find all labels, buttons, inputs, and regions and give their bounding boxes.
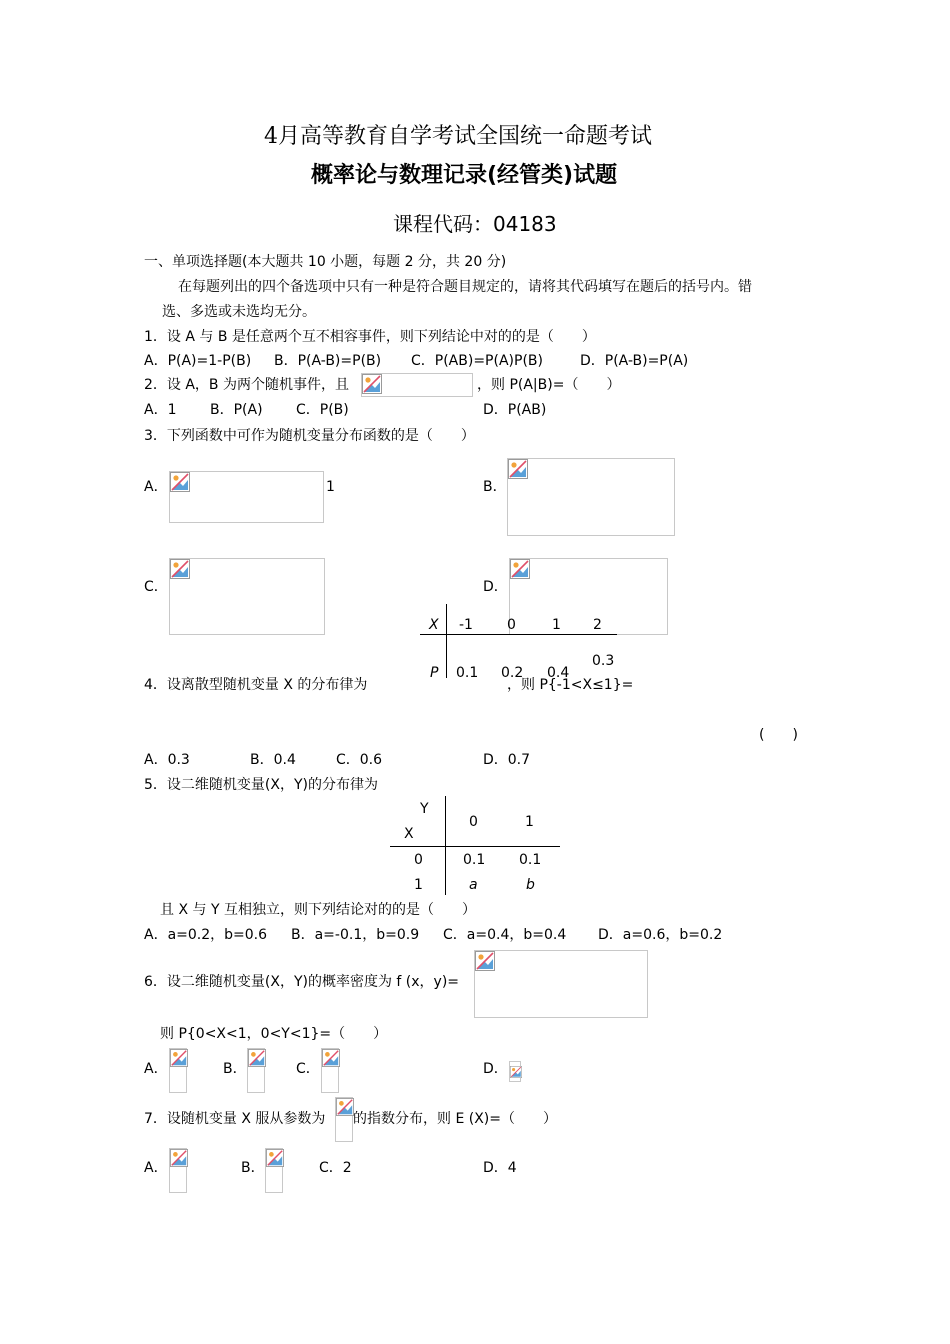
q3-option-c-image bbox=[169, 558, 325, 635]
q4-table-vline bbox=[446, 604, 447, 678]
q5-option-a: A．a=0.2，b=0.6 bbox=[144, 927, 268, 943]
q4-stem-post: ，则 P{-1<X≤1}= bbox=[507, 677, 634, 693]
q7-option-b-image bbox=[265, 1148, 283, 1193]
broken-image-icon bbox=[170, 472, 190, 492]
q2-stem-post: ，则 P(A|B)=（ ） bbox=[477, 377, 621, 393]
q1-option-c: C．P(AB)=P(A)P(B) bbox=[411, 353, 543, 369]
q6-option-a: A． bbox=[144, 1061, 168, 1077]
broken-image-icon bbox=[170, 1149, 188, 1167]
q5-table-cell-1-0: a bbox=[469, 877, 478, 893]
q6-option-d-image bbox=[509, 1061, 521, 1082]
q4-table-x-2: 0 bbox=[507, 617, 516, 633]
q4-answer-paren: ( ) bbox=[759, 727, 798, 743]
broken-image-icon bbox=[510, 1062, 522, 1082]
instruction-line-1: 在每题列出的四个备选项中只有一种是符合题目规定的，请将其代码填写在题后的括号内。错 bbox=[178, 279, 752, 295]
exam-title: 4月高等教育自学考试全国统一命题考试 bbox=[264, 124, 652, 149]
q4-table-p-1: 0.1 bbox=[456, 665, 479, 681]
q7-option-a-image bbox=[169, 1148, 187, 1193]
q3-option-a-tail: 1 bbox=[326, 479, 335, 495]
q4-table-x-4: 2 bbox=[593, 617, 602, 633]
course-code: 课程代码：04183 bbox=[393, 212, 557, 236]
q7-option-d: D．4 bbox=[483, 1160, 517, 1176]
q4-option-a: A．0.3 bbox=[144, 752, 190, 768]
q6-option-d: D． bbox=[483, 1061, 508, 1077]
q5-table-hline bbox=[390, 846, 560, 847]
q4-table-p-4: 0.3 bbox=[592, 653, 615, 669]
q6-option-c-image bbox=[321, 1048, 339, 1093]
q3-option-c: C． bbox=[144, 579, 168, 595]
q3-option-a-image bbox=[169, 471, 324, 523]
broken-image-icon bbox=[170, 1049, 188, 1067]
q2-option-a: A．1 bbox=[144, 402, 177, 418]
instruction-line-2: 选、多选或未选均无分。 bbox=[162, 304, 316, 320]
q7-option-c: C．2 bbox=[319, 1160, 352, 1176]
q6-option-c: C． bbox=[296, 1061, 320, 1077]
q3-stem: 3．下列函数中可作为随机变量分布函数的是（ ） bbox=[144, 428, 475, 444]
q1-option-b: B．P(A-B)=P(B) bbox=[274, 353, 382, 369]
q1-option-a: A．P(A)=1-P(B) bbox=[144, 353, 252, 369]
q4-table-hline bbox=[420, 634, 617, 635]
q5-table-cell-0-0: 0.1 bbox=[463, 852, 486, 868]
q2-option-c: C．P(B) bbox=[296, 402, 349, 418]
q4-table-x-3: 1 bbox=[552, 617, 561, 633]
q5-option-b: B．a=-0.1，b=0.9 bbox=[291, 927, 420, 943]
q3-option-d-image bbox=[509, 558, 668, 635]
q7-stem-pre: 7．设随机变量 X 服从参数为 bbox=[144, 1111, 326, 1127]
q4-option-d: D．0.7 bbox=[483, 752, 531, 768]
q5-table-vline bbox=[445, 796, 446, 895]
broken-image-icon bbox=[322, 1049, 340, 1067]
q5-table-col-label: Y bbox=[420, 801, 429, 817]
q2-stem-pre: 2．设 A，B 为两个随机事件，且 bbox=[144, 377, 349, 393]
q6-density-image bbox=[474, 950, 648, 1018]
broken-image-icon bbox=[508, 459, 528, 479]
subject-title: 概率论与数理记录(经管类)试题 bbox=[311, 163, 618, 188]
q5-option-c: C．a=0.4，b=0.4 bbox=[443, 927, 567, 943]
q4-option-b: B．0.4 bbox=[250, 752, 296, 768]
broken-image-icon bbox=[362, 374, 382, 394]
q6-follow: 则 P{0<X<1，0<Y<1}=（ ） bbox=[160, 1026, 388, 1042]
q4-table-p-2: 0.2 bbox=[501, 665, 524, 681]
q7-param-image bbox=[335, 1097, 353, 1142]
broken-image-icon bbox=[510, 559, 530, 579]
q6-option-b: B． bbox=[223, 1061, 247, 1077]
q5-stem: 5．设二维随机变量(X，Y)的分布律为 bbox=[144, 777, 378, 793]
q5-table-cell-0-1: 0.1 bbox=[519, 852, 542, 868]
broken-image-icon bbox=[475, 951, 495, 971]
q5-table-row-1-x: 1 bbox=[414, 877, 423, 893]
q3-option-a: A． bbox=[144, 479, 168, 495]
q6-stem: 6．设二维随机变量(X，Y)的概率密度为 f (x，y)= bbox=[144, 974, 460, 990]
q5-option-d: D．a=0.6，b=0.2 bbox=[598, 927, 723, 943]
q3-option-b-image bbox=[507, 458, 675, 536]
q6-option-a-image bbox=[169, 1048, 187, 1093]
q4-stem-pre: 4．设离散型随机变量 X 的分布律为 bbox=[144, 677, 368, 693]
section-heading: 一、单项选择题(本大题共 10 小题，每题 2 分，共 20 分) bbox=[144, 254, 507, 270]
q7-option-a: A． bbox=[144, 1160, 168, 1176]
q1-stem: 1．设 A 与 B 是任意两个互不相容事件，则下列结论中对的的是（ ） bbox=[144, 329, 596, 345]
q3-option-d: D． bbox=[483, 579, 508, 595]
q1-option-d: D．P(A-B)=P(A) bbox=[580, 353, 689, 369]
q5-table-row-0-x: 0 bbox=[414, 852, 423, 868]
q4-table-p-label: P bbox=[430, 665, 439, 681]
q5-table-col-1: 1 bbox=[525, 814, 534, 830]
q3-option-b: B． bbox=[483, 479, 507, 495]
q5-condition: 且 X 与 Y 互相独立，则下列结论对的的是（ ） bbox=[160, 902, 476, 918]
q6-option-b-image bbox=[247, 1048, 265, 1093]
q5-table-row-label: X bbox=[404, 826, 414, 842]
q7-stem-post: 的指数分布，则 E (X)=（ ） bbox=[353, 1111, 557, 1127]
q4-table-x-1: -1 bbox=[459, 617, 473, 633]
q7-option-b: B． bbox=[241, 1160, 265, 1176]
broken-image-icon bbox=[170, 559, 190, 579]
broken-image-icon bbox=[336, 1098, 354, 1116]
q2-option-b: B．P(A) bbox=[210, 402, 263, 418]
q5-table-col-0: 0 bbox=[469, 814, 478, 830]
broken-image-icon bbox=[248, 1049, 266, 1067]
broken-image-icon bbox=[266, 1149, 284, 1167]
q5-table-cell-1-1: b bbox=[526, 877, 535, 893]
q4-option-c: C．0.6 bbox=[336, 752, 383, 768]
q4-table-p-3: 0.4 bbox=[547, 665, 570, 681]
q2-option-d: D．P(AB) bbox=[483, 402, 547, 418]
q4-table-x-label: X bbox=[429, 617, 439, 633]
q2-formula-image bbox=[361, 373, 473, 397]
